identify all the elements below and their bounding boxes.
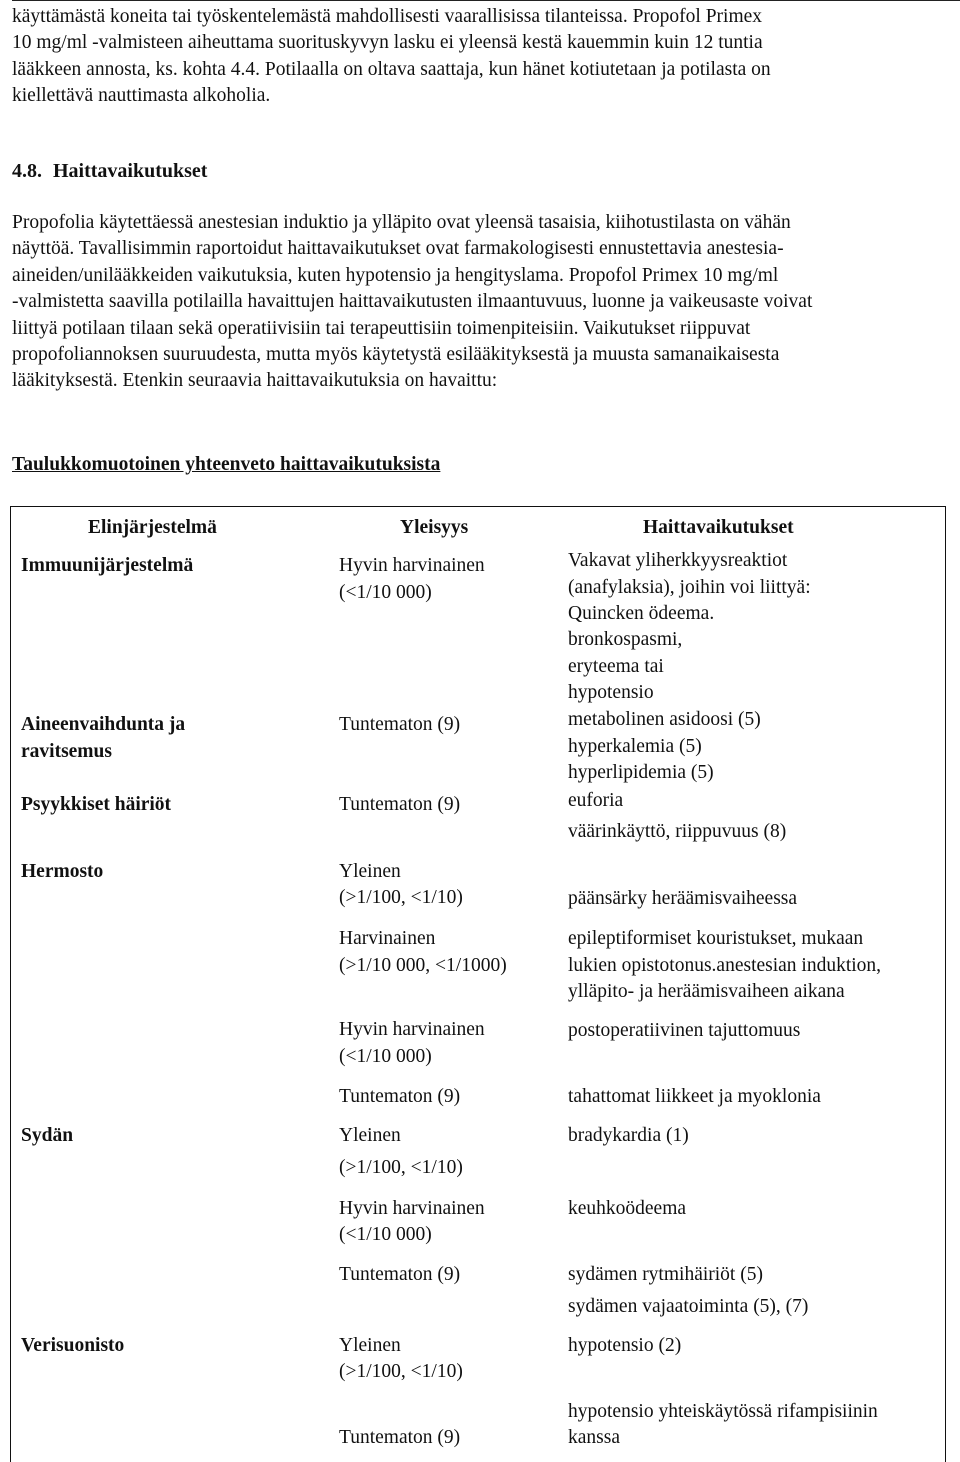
effect-nerv-2c: ylläpito- ja heräämisvaiheen aikana bbox=[568, 981, 845, 1002]
effect-metab-1: metabolinen asidoosi (5) bbox=[568, 709, 761, 730]
effect-card-4: sydämen vajaatoiminta (5), (7) bbox=[568, 1296, 809, 1317]
table-title: Taulukkomuotoinen yhteenveto haittavaikutuksista bbox=[12, 454, 441, 475]
effect-psych-2: väärinkäyttö, riippuvuus (8) bbox=[568, 821, 787, 842]
section-number: 4.8. bbox=[12, 160, 42, 182]
effect-immune-4: bronkospasmi, bbox=[568, 629, 683, 650]
freq-psychiatric: Tuntematon (9) bbox=[339, 794, 461, 815]
effect-nerv-2b: lukien opistotonus.anestesian induktion, bbox=[568, 955, 882, 976]
effect-vasc-2b: kanssa bbox=[568, 1427, 620, 1448]
top-rule bbox=[12, 0, 960, 1]
organ-metabolism-2: ravitsemus bbox=[21, 741, 112, 762]
effect-vasc-2a: hypotensio yhteiskäytössä rifampisiinin bbox=[568, 1401, 878, 1422]
body-line: aineiden/unilääkkeiden vaikutuksia, kuten hypotensio ja hengityslama. Propofol Primex 10 mg/ml bbox=[12, 264, 779, 286]
effect-card-1: bradykardia (1) bbox=[568, 1125, 689, 1146]
freq-nervous-rare-2: (>1/10 000, <1/1000) bbox=[339, 955, 507, 976]
intro-line: 10 mg/ml -valmisteen aiheuttama suorituskyvyn lasku ei yleensä kestä kauemmin kuin 12 tuntia bbox=[12, 32, 763, 54]
freq-cardiac-unknown: Tuntematon (9) bbox=[339, 1264, 461, 1285]
header-effects: Haittavaikutukset bbox=[643, 517, 794, 538]
organ-cardiac: Sydän bbox=[21, 1125, 74, 1146]
effect-immune-5: eryteema tai bbox=[568, 656, 664, 677]
body-line: -valmistetta saavilla potilailla havaittujen haittavaikutusten ilmaantuvuus, luonne ja vaikeusaste voivat bbox=[12, 291, 813, 313]
body-line: propofoliannoksen suuruudesta, mutta myös käytetystä esilääkityksestä ja muusta samanaikaisesta bbox=[12, 344, 780, 366]
effect-immune-3: Quincken ödeema. bbox=[568, 603, 715, 624]
freq-immune-2: (<1/10 000) bbox=[339, 582, 432, 603]
effect-card-2: keuhkoödeema bbox=[568, 1198, 687, 1219]
body-line: näyttöä. Tavallisimmin raportoidut haittavaikutukset ovat farmakologisesti ennustettavia anestesia- bbox=[12, 238, 784, 260]
header-frequency: Yleisyys bbox=[400, 517, 469, 538]
organ-vascular: Verisuonisto bbox=[21, 1335, 125, 1356]
effect-nerv-4: tahattomat liikkeet ja myoklonia bbox=[568, 1086, 821, 1107]
freq-cardiac-vrare-1: Hyvin harvinainen bbox=[339, 1198, 485, 1219]
body-paragraph bbox=[12, 210, 942, 395]
effect-card-3: sydämen rytmihäiriöt (5) bbox=[568, 1264, 763, 1285]
freq-immune-1: Hyvin harvinainen bbox=[339, 555, 485, 576]
effect-metab-3: hyperlipidemia (5) bbox=[568, 762, 714, 783]
header-organ: Elinjärjestelmä bbox=[88, 517, 217, 538]
intro-line: lääkkeen annosta, ks. kohta 4.4. Potilaalla on oltava saattaja, kun hänet kotiutetaan ja potilasta on bbox=[12, 58, 771, 80]
freq-cardiac-common-2: (>1/100, <1/10) bbox=[339, 1157, 463, 1178]
freq-vascular-common-2: (>1/100, <1/10) bbox=[339, 1361, 463, 1382]
adverse-effects-table bbox=[10, 506, 946, 1462]
freq-nervous-common-2: (>1/100, <1/10) bbox=[339, 887, 463, 908]
freq-nervous-vrare-2: (<1/10 000) bbox=[339, 1046, 432, 1067]
effect-immune-1: Vakavat yliherkkyysreaktiot bbox=[568, 550, 788, 571]
organ-metabolism-1: Aineenvaihdunta ja bbox=[21, 714, 186, 735]
effect-nerv-3: postoperatiivinen tajuttomuus bbox=[568, 1020, 801, 1041]
organ-immune: Immuunijärjestelmä bbox=[21, 555, 194, 576]
freq-vascular-common-1: Yleinen bbox=[339, 1335, 401, 1356]
effect-nerv-1: päänsärky heräämisvaiheessa bbox=[568, 888, 798, 909]
organ-nervous: Hermosto bbox=[21, 861, 104, 882]
effect-nerv-2a: epileptiformiset kouristukset, mukaan bbox=[568, 928, 864, 949]
freq-nervous-vrare-1: Hyvin harvinainen bbox=[339, 1019, 485, 1040]
freq-nervous-common-1: Yleinen bbox=[339, 861, 401, 882]
section-heading bbox=[12, 160, 207, 183]
freq-metabolism: Tuntematon (9) bbox=[339, 714, 461, 735]
freq-nervous-rare-1: Harvinainen bbox=[339, 928, 436, 949]
intro-paragraph bbox=[12, 4, 942, 110]
freq-nervous-unknown: Tuntematon (9) bbox=[339, 1086, 461, 1107]
body-line: lääkityksestä. Etenkin seuraavia haittavaikutuksia on havaittu: bbox=[12, 370, 498, 392]
organ-psychiatric: Psyykkiset häiriöt bbox=[21, 794, 172, 815]
section-title: Haittavaikutukset bbox=[53, 160, 208, 182]
intro-line: kiellettävä nauttimasta alkoholia. bbox=[12, 85, 271, 107]
effect-psych-1: euforia bbox=[568, 790, 624, 811]
freq-cardiac-common-1: Yleinen bbox=[339, 1125, 401, 1146]
effect-immune-6: hypotensio bbox=[568, 682, 654, 703]
effect-immune-2: (anafylaksia), joihin voi liittyä: bbox=[568, 577, 811, 598]
body-line: liittyä potilaan tilaan sekä operatiivisiin tai terapeuttisiin toimenpiteisiin. Vaikutukset riippuvat bbox=[12, 317, 751, 339]
freq-vascular-unknown: Tuntematon (9) bbox=[339, 1427, 461, 1448]
effect-metab-2: hyperkalemia (5) bbox=[568, 736, 702, 757]
freq-cardiac-vrare-2: (<1/10 000) bbox=[339, 1224, 432, 1245]
effect-vasc-1: hypotensio (2) bbox=[568, 1335, 682, 1356]
body-line: Propofolia käytettäessä anestesian induktio ja ylläpito ovat yleensä tasaisia, kiihotustilasta on vähän bbox=[12, 212, 791, 233]
intro-line: käyttämästä koneita tai työskentelemästä mahdollisesti vaarallisissa tilanteissa. Propofol Primex bbox=[12, 6, 763, 27]
